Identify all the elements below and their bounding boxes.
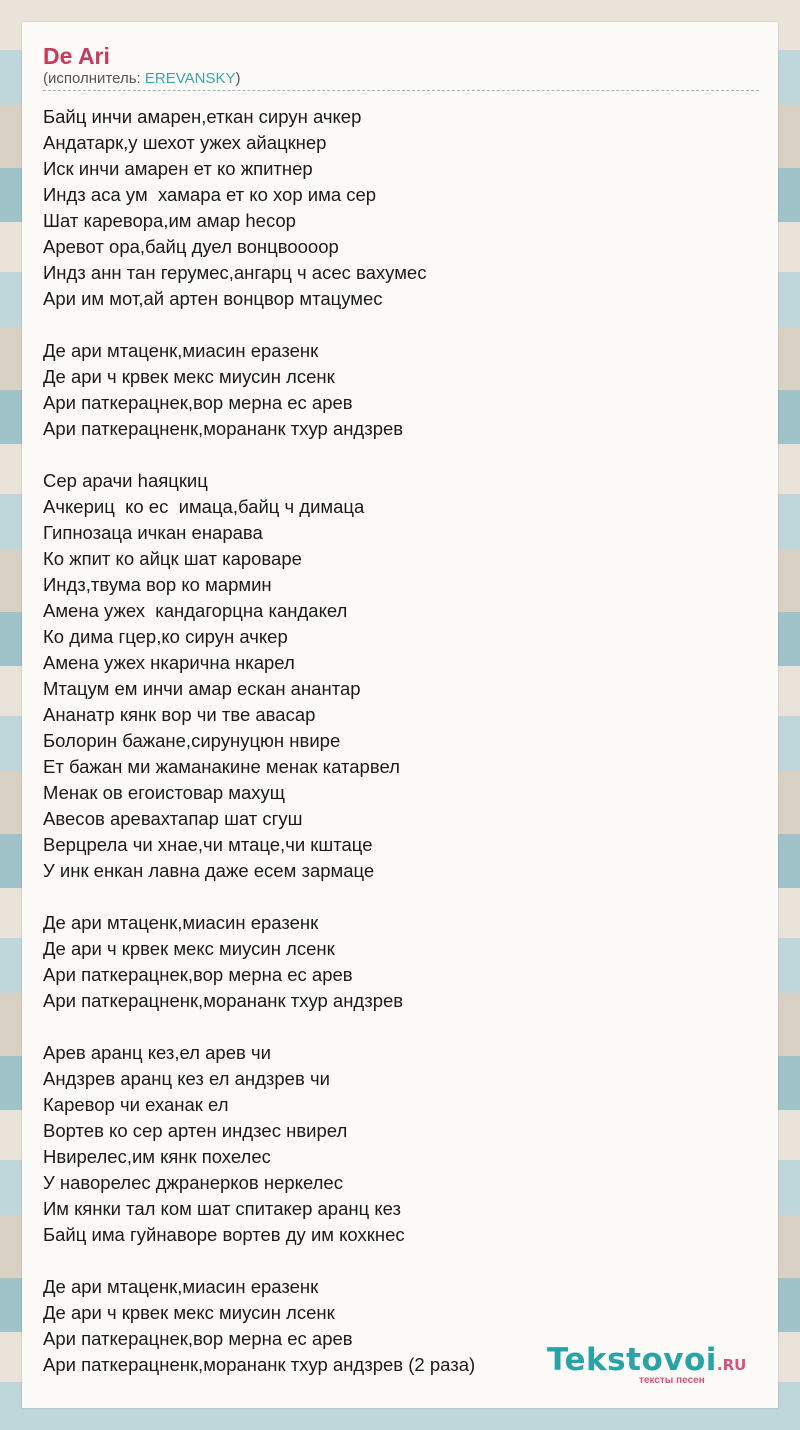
- lyric-line: Де ари мтаценк,миасин еразенк: [43, 340, 319, 361]
- lyric-line: У наворелес джранерков неркелес: [43, 1172, 343, 1193]
- lyric-line: Ари паткерацнек,вор мерна ес арев: [43, 964, 353, 985]
- site-logo[interactable]: [547, 1342, 757, 1392]
- lyric-line: Ананатр кянк вор чи тве авасар: [43, 704, 316, 725]
- lyric-line: Шат каревора,им амар hесор: [43, 210, 296, 231]
- lyric-line: Гипнозаца ичкан енарава: [43, 522, 263, 543]
- lyric-line: Каревор чи еханак ел: [43, 1094, 229, 1115]
- lyric-line: Ко дима гцер,ко сирун ачкер: [43, 626, 288, 647]
- lyric-line: Де ари ч крвек мекс миусин лсенк: [43, 366, 335, 387]
- lyric-line: Верцрела чи хнае,чи мтаце,чи кштаце: [43, 834, 373, 855]
- lyric-line: Сер арачи hаяцкиц: [43, 470, 208, 491]
- lyric-line: Де ари мтаценк,миасин еразенк: [43, 912, 319, 933]
- lyric-line: [43, 884, 759, 910]
- lyric-line: Менак ов егоистовар махущ: [43, 782, 286, 803]
- lyric-line: Ари им мот,ай артен вонцвор мтацумес: [43, 288, 383, 309]
- lyric-line: Де ари мтаценк,миасин еразенк: [43, 1276, 319, 1297]
- song-header: [43, 42, 759, 91]
- lyric-line: Андатарк,у шехот ужех айацкнер: [43, 132, 327, 153]
- lyric-line: [43, 1248, 759, 1274]
- lyric-line: Вортев ко сер артен индзес нвирел: [43, 1120, 348, 1141]
- lyric-line: Индз,твума вор ко мармин: [43, 574, 272, 595]
- artist-link[interactable]: EREVANSKY: [144, 70, 236, 87]
- lyric-line: [43, 1014, 759, 1040]
- lyric-line: Амена ужех кандагорцна кандакел: [43, 600, 348, 621]
- logo-tagline: тексты песен: [639, 1375, 705, 1386]
- lyric-line: У инк енкан лавна даже есем зармаце: [43, 860, 375, 881]
- lyric-line: Ко жпит ко айцк шат кароваре: [43, 548, 302, 569]
- lyric-line: Амена ужех нкарична нкарел: [43, 652, 295, 673]
- lyric-line: Байц има гуйнаворе вортев ду им кохкнес: [43, 1224, 405, 1245]
- lyric-line: Ари паткерацненк,моранaнк тхур андзрев (2 раза): [43, 1354, 476, 1375]
- lyric-line: Мтацум ем инчи амар ескан анантар: [43, 678, 361, 699]
- lyric-line: Индз анн тан герумес,ангарц ч асес вахумес: [43, 262, 427, 283]
- lyric-line: Нвирелес,им кянк похелес: [43, 1146, 271, 1167]
- lyric-line: Иск инчи амарен ет ко жпитнер: [43, 158, 313, 179]
- logo-name: Tekstovoi: [547, 1342, 717, 1378]
- artist-suffix: ): [235, 70, 241, 87]
- lyric-line: Андзрев аранц кез ел андзрев чи: [43, 1068, 330, 1089]
- lyric-line: Индз аса ум хамара ет ко хор има сер: [43, 184, 377, 205]
- lyric-line: Де ари ч крвек мекс миусин лсенк: [43, 1302, 335, 1323]
- lyric-line: Ет бажан ми жаманакине менак катарвел: [43, 756, 400, 777]
- lyrics-card: [22, 22, 778, 1408]
- lyric-line: Им кянки тал ком шат спитакер аранц кез: [43, 1198, 401, 1219]
- lyric-line: Арев аранц кез,ел арев чи: [43, 1042, 271, 1063]
- lyric-line: Ари паткерацненк,моранaнк тхур андзрев: [43, 990, 404, 1011]
- artist-prefix: (исполнитель:: [43, 70, 145, 87]
- lyric-line: Ачкериц ко ес имаца,байц ч димаца: [43, 496, 365, 517]
- logo-tld: .RU: [716, 1356, 747, 1374]
- lyric-line: [43, 312, 759, 338]
- lyric-line: Ари паткерацненк,моранaнк тхур андзрев: [43, 418, 404, 439]
- lyric-line: Байц инчи амарен,еткан сирун ачкер: [43, 106, 362, 127]
- song-title: De Ari: [43, 43, 110, 69]
- lyric-line: Ари паткерацнек,вор мерна ес арев: [43, 392, 353, 413]
- lyric-line: Де ари ч крвек мекс миусин лсенк: [43, 938, 335, 959]
- artist-line: [43, 70, 759, 88]
- lyrics-text: [43, 104, 759, 1378]
- lyric-line: Ари паткерацнек,вор мерна ес арев: [43, 1328, 353, 1349]
- lyric-line: Аревот ора,байц дуел вонцвоoooр: [43, 236, 339, 257]
- lyric-line: Авесов аревахтапар шат сгуш: [43, 808, 303, 829]
- lyric-line: [43, 442, 759, 468]
- lyric-line: Болорин бажане,сирунуцюн нвире: [43, 730, 341, 751]
